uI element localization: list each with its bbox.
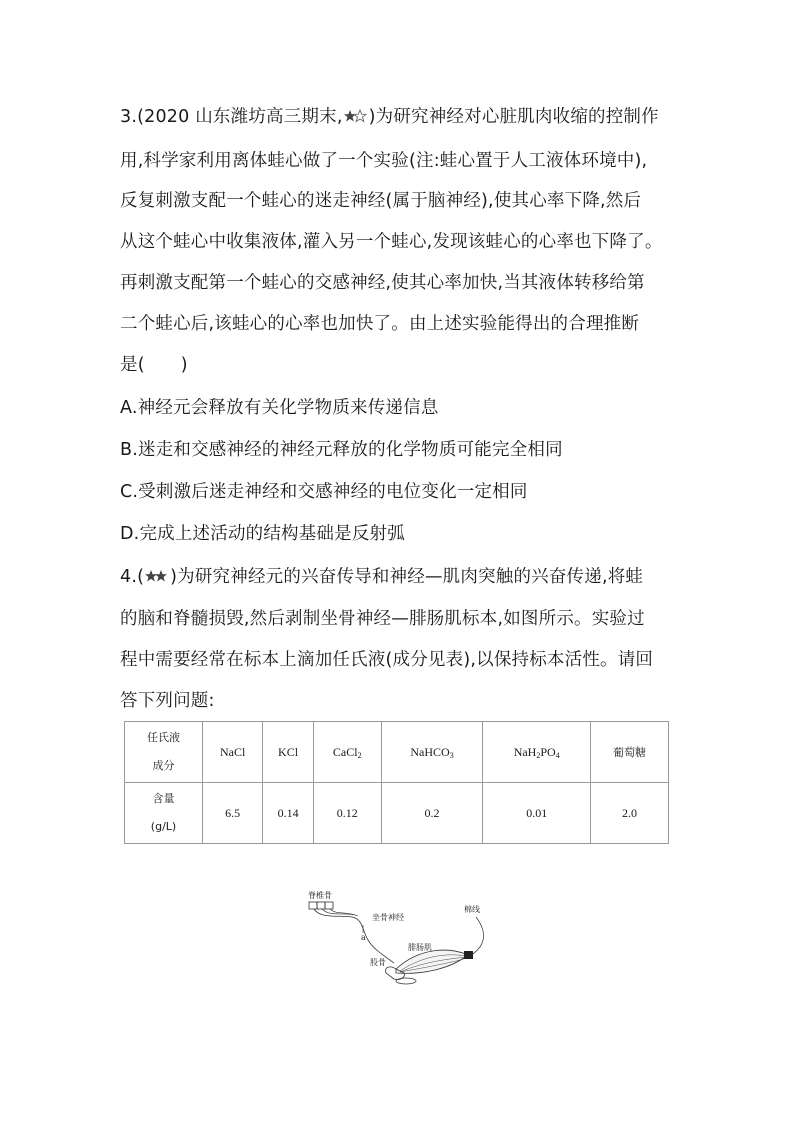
vertebra-shape [317,902,325,909]
answer-paren-close: ) [180,355,188,375]
table-header-label: 任氏液 成分 [125,722,203,783]
table-row [125,783,669,844]
q3-line-1 [120,106,659,128]
table-cell: 葡萄糖 [591,722,669,783]
q4-line-1 [120,566,643,588]
q3-option-b: B.迷走和交感神经的神经元释放的化学物质可能完全相同 [120,440,563,460]
difficulty-star-icon [344,109,368,123]
q3-option-a: A.神经元会释放有关化学物质来传递信息 [120,398,439,418]
q3-line-2: 用,科学家利用离体蛙心做了一个实验(注:蛙心置于人工液体环境中), [120,151,648,171]
q3-line-7 [120,354,188,376]
q3-option-c: C.受刺激后迷走神经和交感神经的电位变化一定相同 [120,482,528,502]
table-cell: KCl [263,722,313,783]
table-cell: 0.2 [381,783,483,844]
label-thread: 棉线 [464,905,480,914]
vertebra-shape [325,902,333,909]
difficulty-star-icon [145,569,169,583]
label-muscle: 腓肠肌 [408,943,432,952]
q4-line-4: 答下列问题: [120,691,215,711]
table-cell: NaHCO$_3$ [381,722,483,783]
q3-option-d: D.完成上述活动的结构基础是反射弧 [120,524,405,544]
q3-line-5: 再刺激支配第一个蛙心的交感神经,使其心率加快,当其液体转移给第 [120,273,645,293]
q4-line-3: 程中需要经常在标本上滴加任氏液(成分见表),以保持标本活性。请回 [120,650,654,670]
table-cell: 0.14 [263,783,313,844]
label-spine: 脊椎骨 [308,891,332,900]
table-cell: CaCl$_2$ [313,722,381,783]
q3-intro-prefix: 3.(2020 山东潍坊高三期末, [120,107,343,127]
q4-intro-suffix: )为研究神经元的兴奋传导和神经—肌肉突触的兴奋传递,将蛙 [170,567,644,587]
q3-intro-suffix: )为研究神经对心脏肌肉收缩的控制作 [368,107,659,127]
label-a: a [361,933,366,942]
q4-line-2: 的脑和脊髓损毁,然后剥制坐骨神经—腓肠肌标本,如图所示。实验过 [120,609,645,629]
tendon-knot-shape [464,951,473,959]
table-cell: NaCl [203,722,263,783]
table-cell: 0.01 [483,783,591,844]
q3-line-3: 反复刺激支配一个蛙心的迷走神经(属于脑神经),使其心率下降,然后 [120,191,642,211]
ringer-solution-table [124,721,669,844]
table-cell: 2.0 [591,783,669,844]
q3-line-4: 从这个蛙心中收集液体,灌入另一个蛙心,发现该蛙心的心率也下降了。 [120,232,663,252]
nerve-muscle-specimen-diagram [300,885,500,995]
answer-paren-open: 是( [120,355,145,375]
gastrocnemius-muscle-shape [396,950,468,973]
table-cell: $NaH_2PO_4$ [483,722,591,783]
label-sciatic-nerve: 坐骨神经 [372,913,404,922]
label-femur: 股骨 [370,958,386,967]
vertebra-shape [309,902,317,909]
q3-line-6: 二个蛙心后,该蛙心的心率也加快了。由上述实验能得出的合理推断 [120,314,640,334]
q4-intro-prefix: 4.( [120,567,145,587]
table-cell: 6.5 [203,783,263,844]
table-row-label: 含量 (g/L) [125,783,203,844]
table-row [125,722,669,783]
femur-base-shape [396,978,416,984]
table-cell: 0.12 [313,783,381,844]
